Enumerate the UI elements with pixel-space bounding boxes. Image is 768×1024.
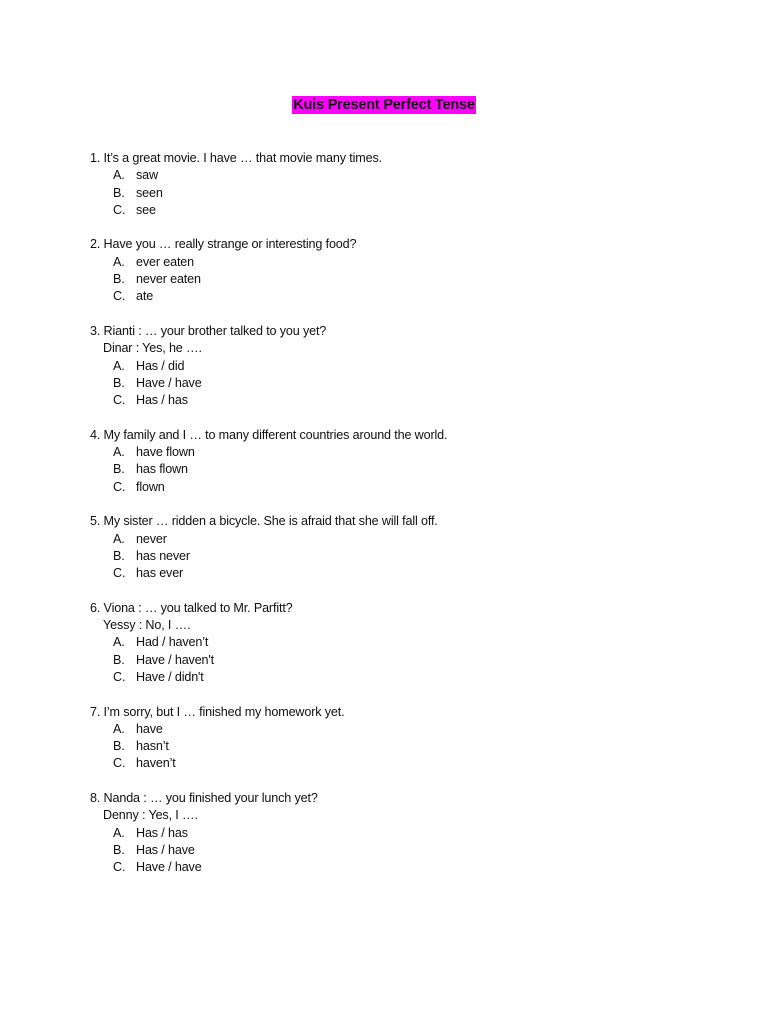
option-letter: A.	[113, 445, 125, 460]
question-stem: 8. Nanda : … you finished your lunch yet?	[90, 790, 318, 805]
option-letter: A.	[113, 358, 125, 373]
option-text: flown	[136, 479, 165, 494]
option-letter: C.	[113, 669, 126, 684]
option-letter: A.	[113, 635, 125, 650]
title-block	[0, 96, 768, 114]
option-text: Has / has	[136, 825, 188, 840]
option-letter: A.	[113, 168, 125, 183]
option-text: ate	[136, 289, 154, 304]
question-5	[90, 513, 710, 582]
option-letter: A.	[113, 254, 125, 269]
answer-option	[90, 738, 710, 755]
option-text: Have / haven't	[136, 652, 215, 667]
option-letter: A.	[113, 721, 125, 736]
answer-option	[90, 288, 710, 305]
answer-option	[90, 531, 710, 548]
option-letter: B.	[113, 842, 125, 857]
option-letter: B.	[113, 375, 125, 390]
question-dialogue-reply: Denny : Yes, I ….	[103, 808, 198, 823]
quiz-title: Kuis Present Perfect Tense	[293, 97, 475, 113]
option-text: has ever	[136, 566, 184, 581]
option-letter: C.	[113, 289, 126, 304]
question-dialogue-reply: Yessy : No, I ….	[103, 618, 191, 633]
option-text: saw	[136, 168, 158, 183]
question-1	[90, 150, 710, 219]
option-text: see	[136, 202, 156, 217]
question-stem: 5. My sister … ridden a bicycle. She is afraid that she will fall off.	[90, 514, 438, 529]
answer-option	[90, 358, 710, 375]
option-text: has never	[136, 548, 190, 563]
option-letter: C.	[113, 566, 126, 581]
option-text: seen	[136, 185, 163, 200]
answer-option	[90, 375, 710, 392]
option-letter: B.	[113, 185, 125, 200]
question-dialogue-reply: Dinar : Yes, he ….	[103, 341, 202, 356]
answer-option	[90, 565, 710, 582]
option-text: Have / have	[136, 375, 202, 390]
answer-option	[90, 479, 710, 496]
option-letter: A.	[113, 825, 125, 840]
answer-option	[90, 859, 710, 876]
option-text: Has / have	[136, 842, 195, 857]
option-text: ever eaten	[136, 254, 195, 269]
option-text: Has / has	[136, 393, 188, 408]
answer-option	[90, 634, 710, 651]
question-stem: 1. It’s a great movie. I have … that movie many times.	[90, 151, 382, 165]
option-text: hasn’t	[136, 739, 169, 754]
option-letter: C.	[113, 756, 126, 771]
option-text: have	[136, 721, 163, 736]
option-text: has flown	[136, 462, 188, 477]
answer-option	[90, 461, 710, 478]
option-text: Have / didn't	[136, 669, 204, 684]
answer-option	[90, 755, 710, 772]
question-stem: 6. Viona : … you talked to Mr. Parfitt?	[90, 600, 293, 615]
option-letter: A.	[113, 531, 125, 546]
answer-option	[90, 392, 710, 409]
question-stem: 4. My family and I … to many different countries around the world.	[90, 427, 448, 442]
option-text: have flown	[136, 445, 195, 460]
answer-option	[90, 271, 710, 288]
answer-option	[90, 842, 710, 859]
option-text: never eaten	[136, 272, 201, 287]
answer-option	[90, 185, 710, 202]
answer-option	[90, 202, 710, 219]
option-text: Had / haven’t	[136, 635, 209, 650]
answer-option	[90, 548, 710, 565]
question-2	[90, 236, 710, 305]
option-text: haven’t	[136, 756, 176, 771]
option-letter: B.	[113, 739, 125, 754]
option-letter: C.	[113, 202, 126, 217]
option-letter: B.	[113, 548, 125, 563]
question-6	[90, 600, 710, 686]
answer-option	[90, 444, 710, 461]
option-text: Has / did	[136, 358, 185, 373]
option-letter: B.	[113, 652, 125, 667]
option-letter: C.	[113, 393, 126, 408]
answer-option	[90, 167, 710, 184]
answer-option	[90, 721, 710, 738]
answer-option	[90, 825, 710, 842]
option-text: never	[136, 531, 167, 546]
answer-option	[90, 652, 710, 669]
option-letter: C.	[113, 479, 126, 494]
question-stem: 7. I’m sorry, but I … finished my homework yet.	[90, 704, 345, 719]
answer-option	[90, 669, 710, 686]
question-7	[90, 704, 710, 773]
question-3	[90, 323, 710, 409]
option-text: Have / have	[136, 860, 202, 875]
answer-option	[90, 254, 710, 271]
option-letter: B.	[113, 462, 125, 477]
question-list	[90, 150, 710, 894]
question-8	[90, 790, 710, 876]
question-4	[90, 427, 710, 496]
option-letter: C.	[113, 860, 126, 875]
question-stem: 2. Have you … really strange or interesting food?	[90, 237, 357, 252]
question-stem: 3. Rianti : … your brother talked to you yet?	[90, 323, 327, 338]
option-letter: B.	[113, 272, 125, 287]
